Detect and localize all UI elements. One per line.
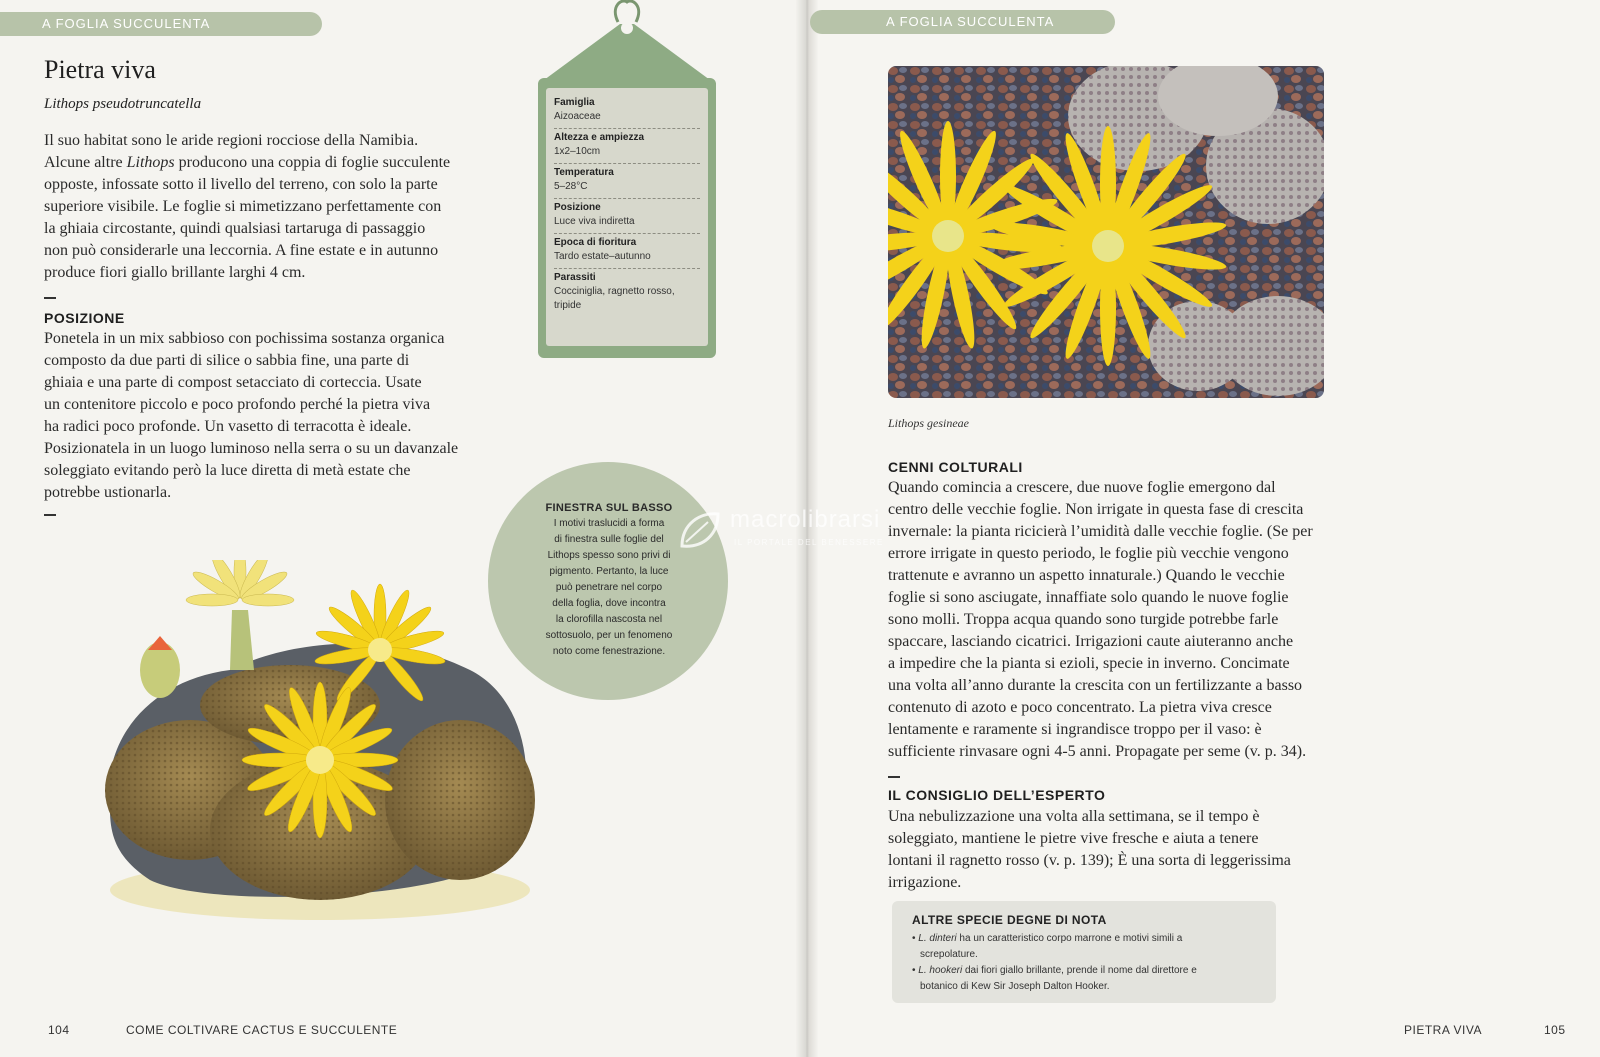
footer-chapter-title: PIETRA VIVA xyxy=(1404,1023,1482,1037)
species-item: • L. dinteri ha un caratteristico corpo marrone e motivi simili a xyxy=(912,933,1183,944)
position-line: composto da due parti di silice o sabbia fine, una parte di xyxy=(44,352,410,369)
care-line: invernale: la pianta ricicierà l’umidità dalle vecchie foglie. (Se per xyxy=(888,523,1313,540)
tag-item-pests: Parassiti Cocciniglia, ragnetto rosso, tripide xyxy=(554,272,675,311)
intro-line: Il suo habitat sono le aride regioni rocciose della Namibia. xyxy=(44,132,419,149)
care-line: errore irrigate in questo periodo, le foglie più vecchie vengono xyxy=(888,545,1289,562)
circle-line: pigmento. Pertanto, la luce xyxy=(549,566,669,577)
tag-item-size: Altezza e ampiezza 1x2–10cm xyxy=(554,129,700,164)
position-line: ghiaia e una parte di compost setacciato di corteccia. Usate xyxy=(44,374,422,391)
care-line: centro delle vecchie foglie. Non irrigate in questa fase di crescita xyxy=(888,501,1304,518)
section-band-right: A FOGLIA SUCCULENTA xyxy=(810,10,1115,34)
intro-line: Alcune altre Lithops producono una coppia di foglie succulente xyxy=(44,154,451,171)
intro-line: superiore visibile. Le foglie si mimetizzano perfettamente con xyxy=(44,198,442,215)
tag-facts xyxy=(546,88,708,346)
circle-line: può penetrare nel corpo xyxy=(555,582,663,593)
care-heading: CENNI COLTURALI xyxy=(888,459,1023,475)
care-paragraph xyxy=(888,477,1368,763)
species-item: • L. hookeri dai fiori giallo brillante, prende il nome dal direttore e xyxy=(912,965,1197,976)
circle-line: la clorofilla nascosta nel xyxy=(555,614,663,625)
section-dash xyxy=(44,514,56,516)
circle-line: noto come fenestrazione. xyxy=(552,646,666,657)
position-line: potrebbe ustionarla. xyxy=(44,484,172,501)
tip-paragraph xyxy=(888,806,1368,894)
footer-page-number-left: 104 xyxy=(48,1023,70,1037)
tag-item-position: Posizione Luce viva indiretta xyxy=(554,199,700,234)
intro-paragraph xyxy=(44,130,524,284)
footer-book-title: COME COLTIVARE CACTUS E SUCCULENTE xyxy=(126,1023,398,1037)
intro-line: non può considerarle una leccornia. A fine estate e in autunno xyxy=(44,242,439,259)
position-line: Ponetela in un mix sabbioso con pochissima sostanza organica xyxy=(44,330,445,347)
fenestration-title: FINESTRA SUL BASSO xyxy=(545,502,673,514)
care-line: Quando comincia a crescere, due nuove foglie emergono dal xyxy=(888,479,1276,496)
other-species-box xyxy=(892,901,1276,1003)
tip-line: Una nebulizzazione una volta alla settimana, se il tempo è xyxy=(888,808,1260,825)
tip-line: irrigazione. xyxy=(888,874,962,891)
care-line: spaccare, lasciando cicatrici. Irrigazioni caute aiuteranno anche xyxy=(888,633,1294,650)
species-item-continued: botanico di Kew Sir Joseph Dalton Hooker. xyxy=(920,981,1110,992)
page-title: Pietra viva xyxy=(44,55,156,84)
circle-line: Lithops spesso sono privi di xyxy=(547,550,671,561)
tag-hanger-icon xyxy=(538,0,716,90)
photo-caption: Lithops gesineae xyxy=(888,416,969,430)
intro-line: produce fiori giallo brillante larghi 4 cm. xyxy=(44,264,306,281)
circle-line: I motivi traslucidi a forma xyxy=(553,518,665,529)
care-line: sufficiente rinvasare ogni 4-5 anni. Propagate per seme (v. p. 34). xyxy=(888,743,1307,760)
tip-line: soleggiato, mantiene le pietre vive fresche e aiuta a tenere xyxy=(888,830,1259,847)
circle-line: di finestra sulle foglie del xyxy=(554,534,664,545)
plant-info-tag xyxy=(538,0,716,360)
care-line: lentamente e raramente si ingrandisce troppo per il vaso: è xyxy=(888,721,1262,738)
leaf-watermark-icon xyxy=(678,510,722,550)
circle-line: della foglia, dove incontra xyxy=(552,598,666,609)
lithops-photo xyxy=(888,66,1324,398)
care-line: a impedire che la pianta si ezioli, specie in inverno. Concimate xyxy=(888,655,1290,672)
care-line: contenuto di azoto e poco concentrato. La pietra viva cresce xyxy=(888,699,1272,716)
tag-item-temperature: Temperatura 5–28°C xyxy=(554,164,700,199)
position-line: Posizionatela in un luogo luminoso nella serra o su un davanzale xyxy=(44,440,459,457)
species-item-continued: screpolature. xyxy=(920,949,978,960)
footer-page-number-right: 105 xyxy=(1544,1023,1566,1037)
section-band-left: A FOGLIA SUCCULENTA xyxy=(0,12,322,36)
circle-line: sottosuolo, per un fenomeno xyxy=(545,630,673,641)
watermark-subtext: IL PORTALE DEL BENESSERE xyxy=(734,538,884,547)
position-line: ha radici poco profonde. Un vasetto di terracotta è ideale. xyxy=(44,418,412,435)
tip-heading: IL CONSIGLIO DELL’ESPERTO xyxy=(888,787,1106,803)
position-line: soleggiato evitando però la luce diretta di metà estate che xyxy=(44,462,411,479)
tag-item-family: Famiglia Aizoaceae xyxy=(554,94,700,129)
watermark-text: macrolibrarsi xyxy=(730,506,881,533)
other-species-title: ALTRE SPECIE DEGNE DI NOTA xyxy=(912,913,1107,927)
section-dash xyxy=(888,776,900,778)
lithops-illustration xyxy=(90,560,550,930)
tip-line: lontani il ragnetto rosso (v. p. 139); È una sorta di leggerissima xyxy=(888,852,1291,869)
care-line: trattenute e avranno un aspetto innaturale.) Quando le vecchie xyxy=(888,567,1285,584)
section-dash xyxy=(44,297,56,299)
position-paragraph xyxy=(44,328,524,504)
position-heading: POSIZIONE xyxy=(44,310,125,326)
care-line: una volta all’anno durante la crescita con un fertilizzante a basso xyxy=(888,677,1303,694)
scientific-name: Lithops pseudotruncatella xyxy=(44,96,202,112)
care-line: foglie si sono asciugate, innaffiate solo quando le nuove foglie xyxy=(888,589,1289,606)
tag-item-flowering: Epoca di fioritura Tardo estate–autunno xyxy=(554,234,700,269)
intro-line: la ghiaia circostante, quindi qualsiasi tartaruga di passaggio xyxy=(44,220,426,237)
position-line: un contenitore piccolo e poco profondo perché la pietra viva xyxy=(44,396,431,413)
care-line: sono molli. Troppa acqua quando sono turgide potrebbe farle xyxy=(888,611,1279,628)
intro-line: opposte, infossate sotto il livello del terreno, con solo la parte xyxy=(44,176,438,193)
